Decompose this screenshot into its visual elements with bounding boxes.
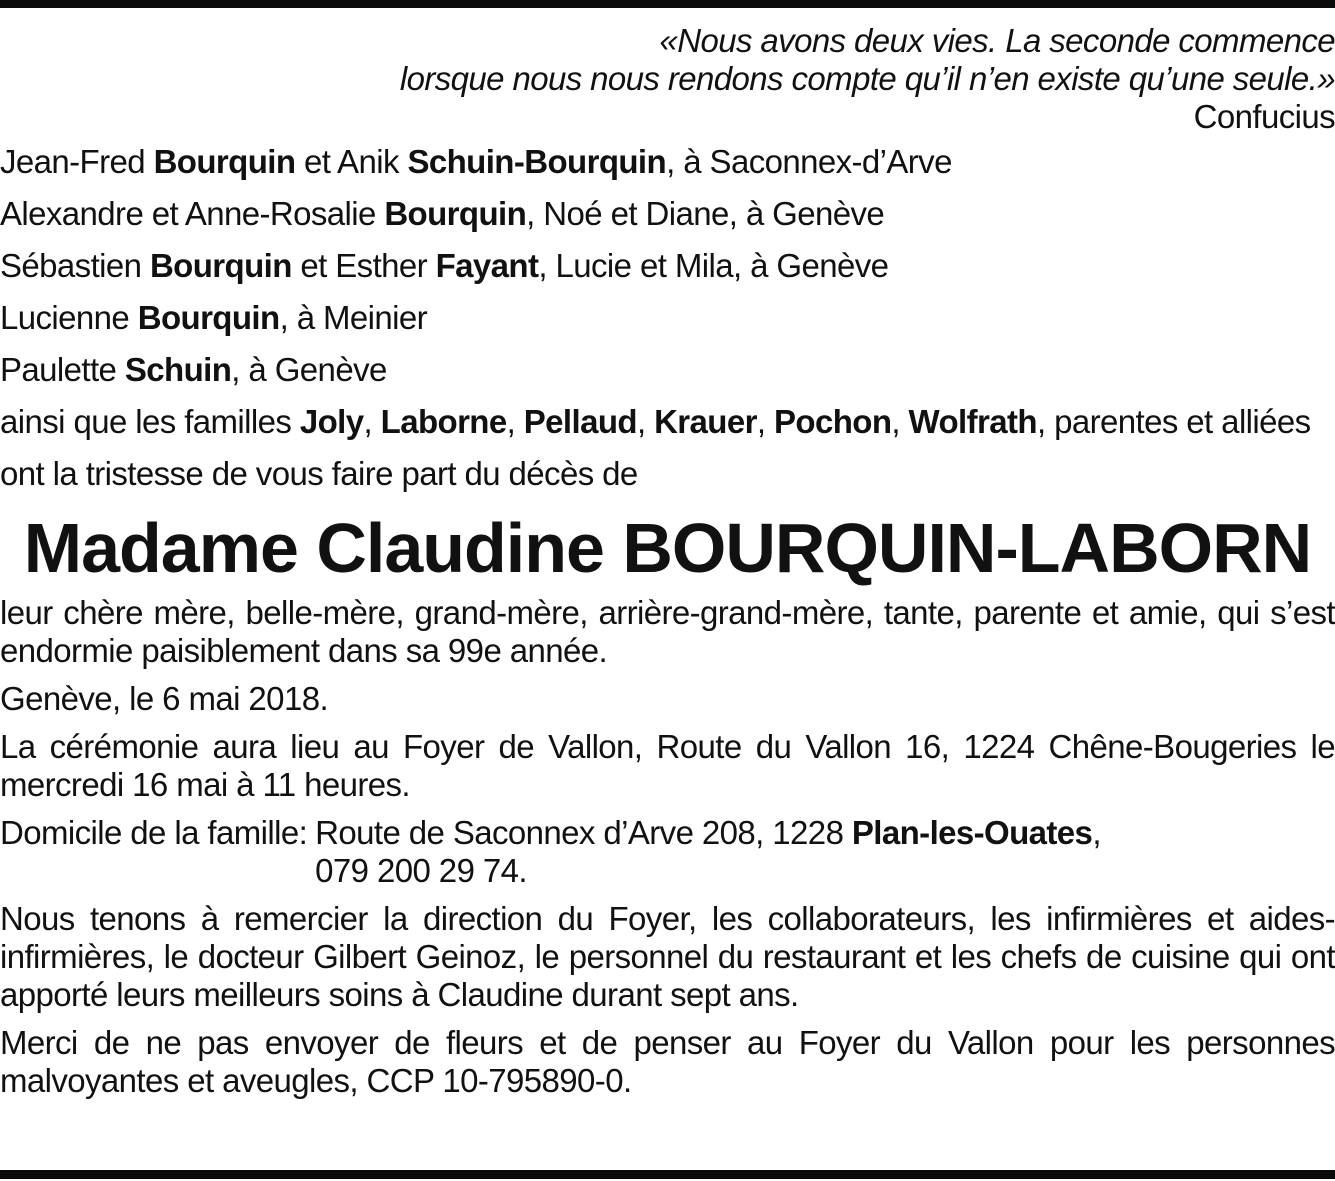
family-surname: Pellaud — [523, 403, 637, 440]
family-text: , — [636, 403, 655, 440]
family-line — [0, 240, 1335, 292]
family-surname: Joly — [299, 403, 364, 440]
family-text: , — [506, 403, 524, 440]
domicile-city: Plan-les-Ouates — [851, 814, 1093, 851]
family-line — [0, 188, 1335, 240]
family-text: , parentes et alliées — [1036, 403, 1311, 440]
family-surname: Laborne — [380, 403, 507, 440]
family-list — [0, 136, 1335, 448]
family-text: , — [891, 403, 909, 440]
family-surname: Bourquin — [153, 143, 296, 180]
family-text: , Lucie et Mila, à Genève — [538, 247, 889, 284]
family-text: Sébastien — [0, 247, 150, 284]
family-text: , — [756, 403, 774, 440]
domicile-phone: 079 200 29 74. — [315, 852, 527, 889]
ceremony-info: La cérémonie aura lieu au Foyer de Vallon, Route du Vallon 16, 1224 Chêne-Bougeries le mercredi 16 mai à 11 heures. — [0, 728, 1335, 803]
family-text: Jean-Fred — [0, 143, 154, 180]
family-surname: Pochon — [774, 403, 892, 440]
quote-line-2: lorsque nous nous rendons compte qu’il n’en existe qu’une seule.» — [399, 60, 1335, 97]
family-surname: Bourquin — [149, 247, 292, 284]
family-text: , à Genève — [231, 351, 387, 388]
family-text: Lucienne — [0, 299, 138, 336]
relation-text: leur chère mère, belle-mère, grand-mère, arrière-grand-mère, tante, parente et amie, qui s’est endormie paisiblement dans sa 99e année. — [0, 594, 1335, 669]
donation-text: Merci de ne pas envoyer de fleurs et de penser au Foyer du Vallon pour les personnes malvoyantes et aveugles, CCP 10-795890-0. — [0, 1024, 1335, 1099]
family-domicile — [0, 814, 1335, 890]
domicile-street: Route de Saconnex d’Arve 208, 1228 — [315, 814, 852, 851]
family-text: Paulette — [0, 351, 125, 388]
family-line — [0, 292, 1335, 344]
top-rule — [0, 0, 1335, 8]
family-surname: Fayant — [435, 247, 539, 284]
family-surname: Bourquin — [137, 299, 280, 336]
family-text: , à Meinier — [279, 299, 428, 336]
family-text: , à Saconnex-d’Arve — [666, 143, 952, 180]
family-surname: Wolfrath — [908, 403, 1037, 440]
family-text: , Noé et Diane, à Genève — [526, 195, 885, 232]
epigraph-quote — [0, 22, 1335, 98]
family-surname: Schuin-Bourquin — [407, 143, 667, 180]
announcement-intro: ont la tristesse de vous faire part du décès de — [0, 455, 638, 492]
family-text: et Anik — [295, 143, 408, 180]
family-line — [0, 396, 1335, 448]
quote-line-1: «Nous avons deux vies. La seconde commence — [659, 22, 1335, 59]
thanks-text: Nous tenons à remercier la direction du Foyer, les collaborateurs, les infirmières et aides-infirmières, le docteur Gilbert Geinoz, le personnel du restaurant et les chefs de cuisine qui ont apporté leurs meilleurs soins à Claudine durant sept ans. — [0, 900, 1335, 1013]
domicile-address — [307, 814, 1101, 890]
bottom-rule — [0, 1170, 1335, 1179]
family-text: Alexandre et Anne-Rosalie — [0, 195, 385, 232]
family-surname: Bourquin — [384, 195, 527, 232]
domicile-comma: , — [1092, 814, 1101, 851]
family-text: , — [363, 403, 381, 440]
family-line — [0, 136, 1335, 188]
family-line — [0, 344, 1335, 396]
family-surname: Krauer — [654, 403, 757, 440]
family-surname: Schuin — [124, 351, 232, 388]
place-date: Genève, le 6 mai 2018. — [0, 680, 329, 717]
deceased-name: Madame Claudine BOURQUIN-LABORN — [23, 509, 1312, 587]
quote-author: Confucius — [1193, 98, 1335, 135]
obituary-notice — [0, 22, 1335, 1100]
domicile-label: Domicile de la famille: — [0, 814, 308, 851]
family-text: et Esther — [291, 247, 436, 284]
family-text: ainsi que les familles — [0, 403, 300, 440]
